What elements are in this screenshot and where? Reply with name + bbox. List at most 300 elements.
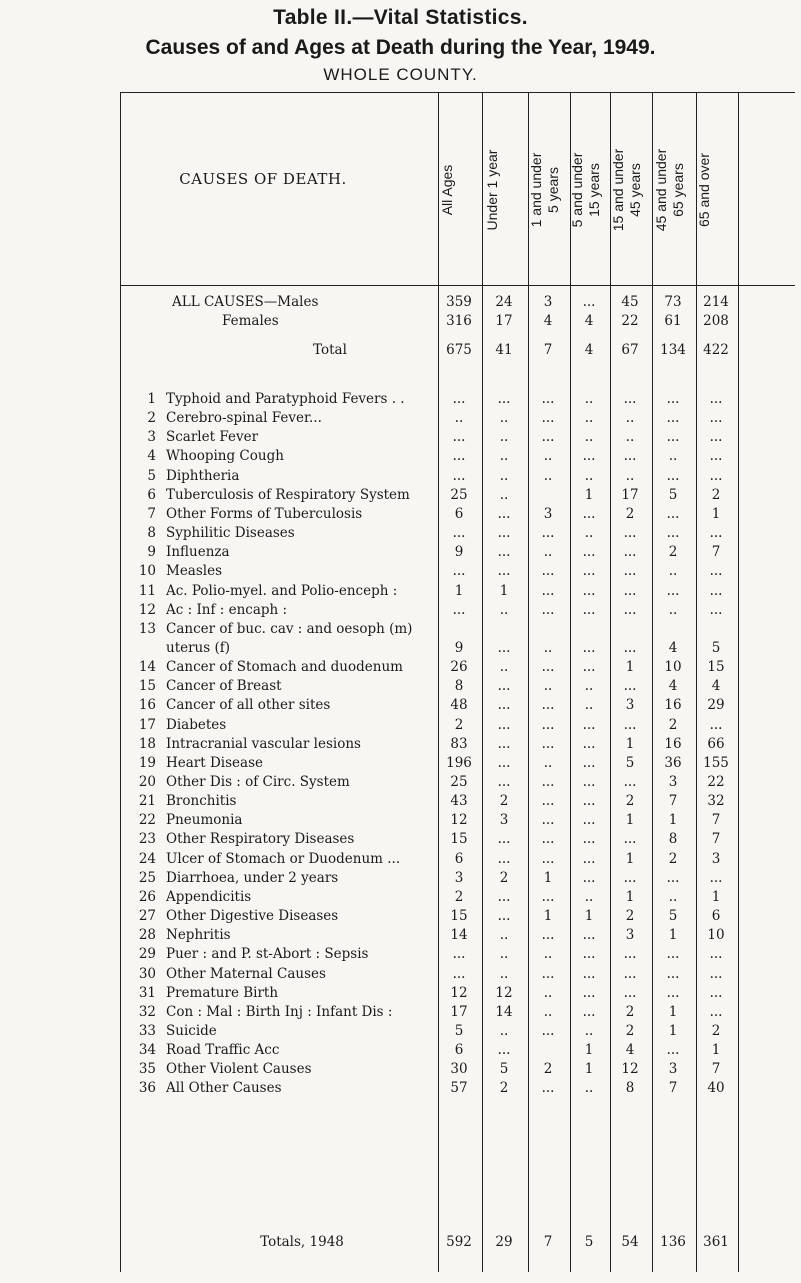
table-cell: .. [543,467,553,484]
table-cell: 136 [660,1234,686,1250]
table-cell: ... [709,391,723,407]
table-cell: 1 [499,582,509,599]
table-cell: 155 [703,754,729,771]
table-cell: 30 [450,1061,468,1078]
table-cell: 17 [621,486,639,503]
cause-label: Bronchitis [166,793,237,810]
table-cell: 134 [660,342,686,358]
table-cell: ... [709,525,723,542]
table-cell: .. [584,697,594,714]
table-cell: ... [623,391,637,407]
table-cell: 2 [543,1061,553,1078]
table-cell: ... [582,659,596,676]
row-number: 17 [138,716,156,733]
cause-row [0,658,801,677]
table-cell: ... [582,774,596,790]
cause-label: Puer : and P. st-Abort : Sepsis [166,946,369,963]
table-cell: ... [452,965,466,982]
table-cell: .. [499,410,509,427]
table-cell: 2 [625,1022,635,1039]
table-cell: 16 [664,735,682,752]
table-cell: 8 [668,831,678,848]
cause-row [0,716,801,735]
row-number: 18 [138,735,156,752]
table-cell: ... [497,505,511,522]
cause-row [0,447,801,466]
table-cell: 1 [584,1061,594,1078]
table-cell: ... [623,869,637,886]
table-cell: .. [625,410,635,427]
table-cell: ... [541,965,555,982]
cause-label: Whooping Cough [166,448,284,465]
table-cell: ... [582,831,596,848]
table-cell: ... [497,678,511,695]
table-cell: ... [497,563,511,580]
table-cell: 4 [625,1042,635,1059]
table-cell: ... [623,525,637,542]
table-cell: .. [625,429,635,446]
table-cell: ... [666,1042,680,1059]
table-cell: ... [541,525,555,542]
table-cell: ... [666,467,680,484]
table-cell: ... [666,429,680,446]
table-cell: 1 [584,908,594,925]
table-subtitle: Causes of and Ages at Death during the Year, 1949. [145,36,656,59]
table-cell: 2 [625,1003,635,1020]
table-cell: ... [541,697,555,714]
table-cell: 2 [499,1080,509,1097]
table-cell: 359 [446,294,472,310]
table-cell: ... [666,869,680,886]
column-header: 15 and under 45 years [610,148,643,232]
table-cell: 26 [450,659,468,676]
table-cell: .. [668,601,678,618]
cause-label: All Other Causes [166,1080,282,1097]
cause-label: Other Respiratory Diseases [166,831,355,848]
table-cell: ... [497,908,511,925]
table-cell: 10 [707,927,725,944]
table-cell: 15 [707,659,725,676]
table-cell: 6 [454,1042,464,1059]
table-cell: ... [623,716,637,733]
table-cell: .. [584,888,594,905]
table-cell: 17 [450,1003,468,1020]
table-cell: ... [497,774,511,790]
cause-label: ALL CAUSES—Males [172,294,319,310]
table-cell: .. [454,410,464,427]
table-cell: ... [497,888,511,905]
table-cell: ... [709,410,723,427]
table-cell: 29 [495,1234,513,1250]
row-number: 33 [138,1022,156,1039]
table-cell: 83 [450,735,468,752]
table-cell: ... [582,812,596,829]
table-cell: ... [541,429,555,446]
table-cell: 196 [446,754,472,771]
table-cell: ... [666,391,680,407]
table-cell: ... [452,448,466,465]
table-cell: ... [582,927,596,944]
row-number: 15 [138,678,156,695]
table-cell: ... [709,601,723,618]
cause-row [0,428,801,447]
cause-row [0,984,801,1003]
table-title: Table II.—Vital Statistics. [273,6,528,29]
table-cell: 12 [495,984,513,1001]
cause-row [0,811,801,830]
cause-row [0,486,801,505]
row-number: 11 [138,582,156,599]
table-cell: ... [582,544,596,561]
table-cell: ... [623,831,637,848]
row-number: 13 [138,620,156,637]
cause-label: Syphilitic Diseases [166,525,295,542]
cause-label: Cancer of all other sites [166,697,331,714]
table-cell: 3 [668,1061,678,1078]
table-cell: ... [541,793,555,810]
table-cell: ... [452,525,466,542]
row-number: 25 [138,869,156,886]
table-cell: ... [497,639,511,656]
cause-label: Diabetes [166,716,227,733]
table-cell: 12 [450,984,468,1001]
table-cell: 5 [454,1022,464,1039]
cause-label: uterus (f) [166,639,231,656]
table-cell: 1 [543,908,553,925]
table-cell: .. [499,429,509,446]
table-cell: 40 [707,1080,725,1097]
table-cell: 4 [584,342,594,358]
table-cell: ... [709,869,723,886]
table-cell: .. [584,391,594,407]
table-cell: ... [497,754,511,771]
table-cell: 17 [495,313,513,329]
table-cell: ... [666,525,680,542]
table-cell: .. [499,946,509,963]
table-cell: 1 [584,1042,594,1059]
table-cell: ... [709,448,723,465]
table-cell: 4 [543,313,553,329]
table-cell: 57 [450,1080,468,1097]
table-cell: 22 [707,774,725,790]
cause-label: Cancer of buc. cav : and oesoph (m) [166,620,413,637]
table-cell: ... [582,735,596,752]
table-cell: ... [541,410,555,427]
cause-row [0,620,801,639]
row-number: 12 [138,601,156,618]
table-cell: 45 [621,294,639,310]
row-number: 30 [138,965,156,982]
row-number: 19 [138,754,156,771]
table-cell: 1 [711,888,721,905]
cause-label: Appendicitis [166,888,252,905]
table-cell: ... [497,697,511,714]
table-cell: 5 [625,754,635,771]
table-cell: 66 [707,735,725,752]
table-cell: 7 [711,831,721,848]
table-cell: ... [666,965,680,982]
cause-label: Cancer of Stomach and duodenum [166,659,403,676]
cause-label: Other Forms of Tuberculosis [166,505,363,522]
column-header: 65 and over [696,153,712,227]
table-cell: 67 [621,342,639,358]
table-cell: 36 [664,754,682,771]
cause-row [0,888,801,907]
summary-row [0,293,801,312]
cause-row [0,1003,801,1022]
table-cell: 1 [543,869,553,886]
table-cell: ... [541,927,555,944]
table-cell: ... [497,850,511,867]
cause-row [0,926,801,945]
row-number: 16 [138,697,156,714]
table-cell: 1 [711,1042,721,1059]
cause-row [0,945,801,964]
table-cell: ... [666,410,680,427]
table-cell: 1 [625,850,635,867]
column-header: 1 and under 5 years [528,152,561,228]
row-number: 32 [138,1003,156,1020]
table-cell: 3 [543,294,553,310]
cause-row [0,735,801,754]
cause-row [0,505,801,524]
cause-label: Heart Disease [166,754,264,771]
table-cell: 54 [621,1234,639,1250]
cause-row [0,1022,801,1041]
row-number: 4 [147,448,156,465]
table-cell: 8 [625,1080,635,1097]
table-cell: ... [582,850,596,867]
table-cell: .. [543,678,553,695]
table-cell: 9 [454,639,464,656]
table-cell: 7 [711,544,721,561]
table-cell: 1 [584,486,594,503]
table-cell: ... [541,850,555,867]
table-cell: 1 [625,812,635,829]
table-cell: ... [623,774,637,790]
row-number: 3 [147,429,156,446]
row-number: 10 [138,563,156,580]
table-cell: ... [541,563,555,580]
table-cell: 5 [668,908,678,925]
table-cell: ... [709,984,723,1001]
table-cell: 6 [454,850,464,867]
table-cell: ... [709,582,723,599]
table-cell: ... [623,639,637,656]
cause-row [0,869,801,888]
table-cell: ... [582,505,596,522]
table-cell: ... [582,448,596,465]
table-cell: 3 [711,850,721,867]
table-cell: .. [499,965,509,982]
table-cell: ... [497,391,511,407]
table-cell: .. [543,1003,553,1020]
totals-row [0,1233,801,1252]
table-cell: ... [709,1003,723,1020]
column-header: Under 1 year [484,149,500,231]
table-cell: ... [541,812,555,829]
table-cell: 2 [625,505,635,522]
cause-label: Cancer of Breast [166,678,282,695]
cause-label: Other Maternal Causes [166,965,326,982]
table-cell: .. [668,448,678,465]
row-number: 27 [138,908,156,925]
cause-label: Influenza [166,544,230,561]
cause-label: Road Traffic Acc [166,1042,280,1059]
table-cell: .. [668,888,678,905]
table-cell: ... [623,946,637,963]
table-cell: 1 [668,1003,678,1020]
table-cell: ... [541,888,555,905]
table-cell: ... [541,601,555,618]
cause-label: Suicide [166,1022,217,1039]
table-cell: ... [623,448,637,465]
table-cell: 4 [584,313,594,329]
cause-row [0,677,801,696]
table-cell: ... [623,601,637,618]
table-cell: 1 [668,1022,678,1039]
row-number: 23 [138,831,156,848]
table-cell: .. [499,486,509,503]
table-cell: ... [623,563,637,580]
table-cell: ... [541,831,555,848]
column-header: All Ages [439,164,455,216]
cause-label: Premature Birth [166,984,279,1001]
table-cell: ... [582,1003,596,1020]
table-cell: ... [497,544,511,561]
table-cell: .. [668,563,678,580]
cause-row [0,543,801,562]
table-cell: 12 [450,812,468,829]
table-cell: ... [541,1022,555,1039]
table-cell: ... [452,467,466,484]
table-cell: 5 [668,486,678,503]
table-cell: ... [497,735,511,752]
table-cell: 3 [625,927,635,944]
table-cell: 41 [495,342,513,358]
cause-row [0,390,801,409]
table-cell: .. [584,429,594,446]
table-cell: 361 [703,1234,729,1250]
table-cell: 10 [664,659,682,676]
table-cell: 32 [707,793,725,810]
table-cell: ... [582,582,596,599]
cause-label: Other Violent Causes [166,1061,312,1078]
column-header: 5 and under 15 years [569,152,602,228]
table-cell: 1 [668,812,678,829]
table-cell: 14 [450,927,468,944]
table-cell: ... [582,793,596,810]
cause-row [0,792,801,811]
table-cell: 5 [711,639,721,656]
table-cell: 7 [711,812,721,829]
table-cell: 1 [625,888,635,905]
table-cell: ... [497,831,511,848]
row-number: 5 [147,467,156,484]
table-cell: 14 [495,1003,513,1020]
table-cell: 2 [668,716,678,733]
cause-row [0,754,801,773]
cause-row [0,409,801,428]
row-number: 7 [147,505,156,522]
cause-row [0,639,801,658]
table-cell: 6 [711,908,721,925]
table-cell: 1 [625,735,635,752]
table-cell: ... [623,984,637,1001]
table-cell: 3 [454,869,464,886]
table-cell: 48 [450,697,468,714]
cause-label: Other Dis : of Circ. System [166,774,350,790]
table-cell: 7 [711,1061,721,1078]
table-cell: 2 [454,716,464,733]
cause-label: Other Digestive Diseases [166,908,339,925]
table-cell: .. [584,1080,594,1097]
table-cell: 61 [664,313,682,329]
table-cell: .. [543,544,553,561]
table-cell: ... [623,965,637,982]
cause-label: Nephritis [166,927,231,944]
table-cell: .. [584,410,594,427]
cause-row [0,1060,801,1079]
table-cell: .. [499,927,509,944]
table-cell: 7 [668,1080,678,1097]
table-cell: ... [452,601,466,618]
table-area: WHOLE COUNTY. [323,65,478,84]
row-number: 22 [138,812,156,829]
table-cell: ... [541,391,555,407]
table-cell: .. [584,467,594,484]
table-cell: 29 [707,697,725,714]
table-cell: .. [625,467,635,484]
table-cell: 12 [621,1061,639,1078]
table-cell: 6 [454,505,464,522]
table-cell: .. [499,1022,509,1039]
table-cell: .. [543,946,553,963]
row-number: 1 [147,391,156,407]
table-cell: 15 [450,908,468,925]
table-cell: 4 [711,678,721,695]
cause-row [0,1041,801,1060]
row-number: 36 [138,1080,156,1097]
table-cell: 1 [711,505,721,522]
cause-label: Measles [166,563,223,580]
cause-row [0,562,801,581]
table-cell: 592 [446,1234,472,1250]
table-cell: 8 [454,678,464,695]
table-cell: ... [582,639,596,656]
table-cell: ... [497,525,511,542]
table-cell: ... [452,429,466,446]
cause-row [0,850,801,869]
row-number: 21 [138,793,156,810]
row-number: 26 [138,888,156,905]
table-cell: ... [452,563,466,580]
table-cell: ... [582,716,596,733]
row-number: 2 [147,410,156,427]
table-cell: ... [709,965,723,982]
table-cell: .. [584,1022,594,1039]
table-cell: ... [582,294,596,310]
row-number: 6 [147,486,156,503]
cause-row [0,467,801,486]
table-cell: 208 [703,313,729,329]
table-cell: 2 [499,793,509,810]
table-cell: 2 [668,850,678,867]
table-cell: ... [582,601,596,618]
table-cell: ... [666,582,680,599]
table-cell: 43 [450,793,468,810]
cause-label: Ac : Inf : encaph : [166,601,288,618]
